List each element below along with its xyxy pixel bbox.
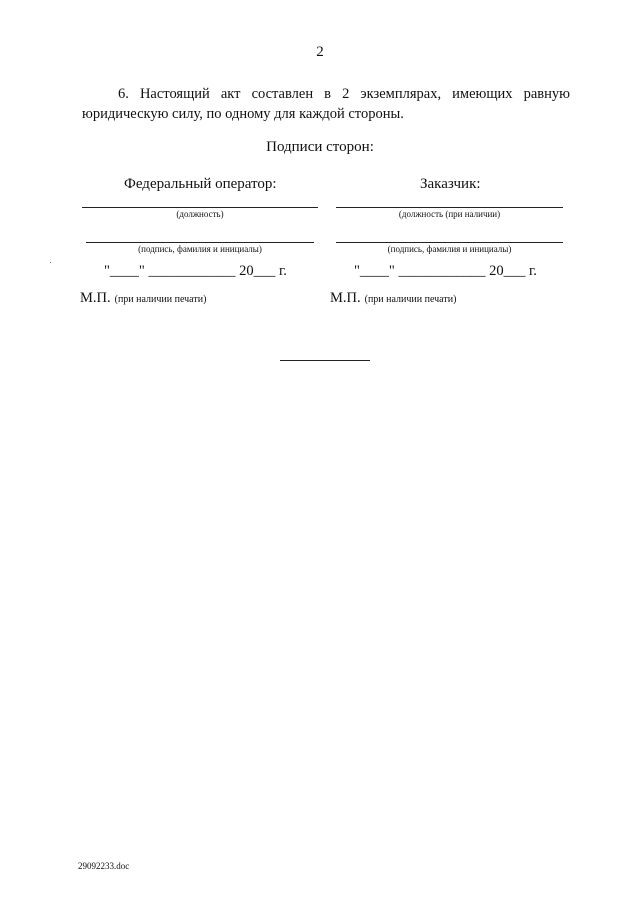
right-mp-note: (при наличии печати): [364, 294, 457, 305]
end-separator: [280, 360, 370, 361]
document-id: 29092233.doc: [78, 861, 130, 871]
left-position-line[interactable]: [82, 207, 318, 208]
right-position-caption: (должность (при наличии): [398, 209, 501, 219]
right-signature-line[interactable]: [336, 242, 563, 243]
right-signature-caption: (подпись, фамилия и инициалы): [387, 244, 512, 254]
clause-line-1: 6. Настоящий акт составлен в 2 экземплярах, имеющих равную: [118, 86, 570, 102]
left-mp-note: (при наличии печати): [114, 294, 207, 305]
clause-paragraph: [82, 84, 570, 124]
left-seal-row: [80, 290, 206, 307]
right-seal-row: [330, 290, 456, 307]
left-signature-line[interactable]: [86, 242, 314, 243]
scan-dot: [50, 262, 51, 263]
federal-operator-title: Федеральный оператор:: [124, 176, 277, 192]
left-position-caption: (должность): [176, 209, 224, 219]
left-date-field[interactable]: "____" ____________ 20___ г.: [104, 263, 287, 279]
left-mp-label: М.П.: [80, 290, 111, 306]
page-number: 2: [316, 44, 324, 60]
left-signature-caption: (подпись, фамилия и инициалы): [138, 244, 262, 254]
clause-line-2: юридическую силу, по одному для каждой стороны.: [82, 106, 404, 122]
right-position-line[interactable]: [336, 207, 563, 208]
right-mp-label: М.П.: [330, 290, 361, 306]
customer-title: Заказчик:: [420, 176, 481, 192]
right-date-field[interactable]: "____" ____________ 20___ г.: [354, 263, 537, 279]
signatures-heading: Подписи сторон:: [266, 139, 374, 155]
